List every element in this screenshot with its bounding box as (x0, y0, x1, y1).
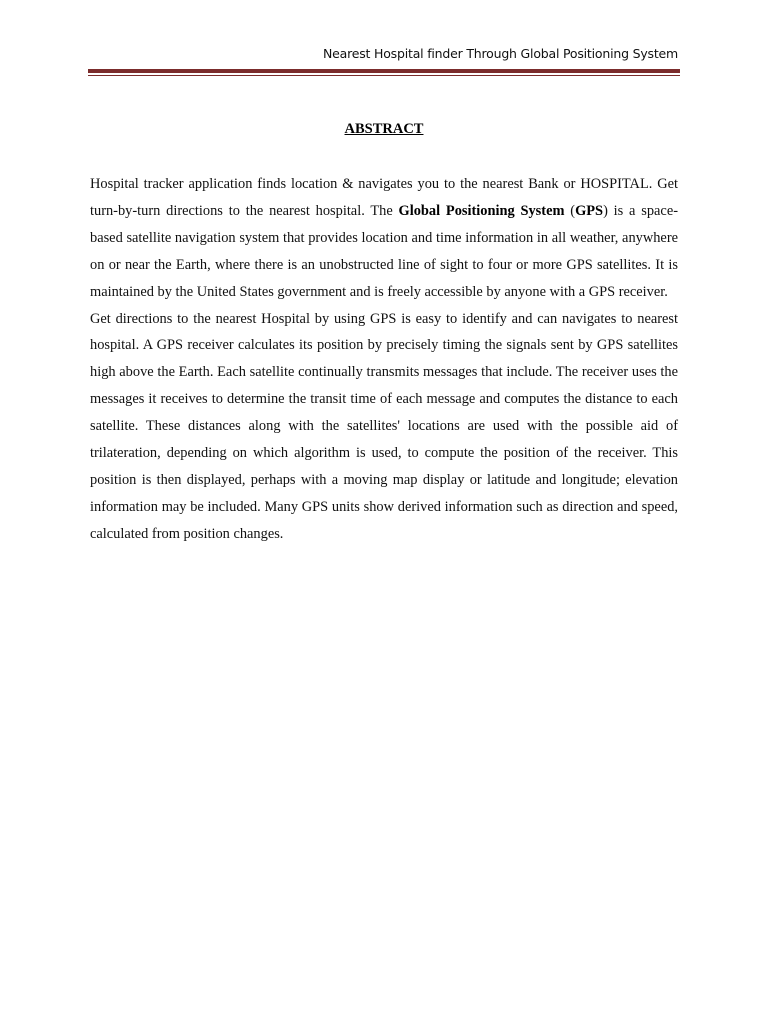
header-rule-thin (88, 75, 680, 76)
paragraph-intro-after: ) is a space-based satellite navigation system that provides location and time information in all weather, anywhere on or near the Earth, where there is an unobstructed line of sight to four or more GPS satellites. It is maintained by the United States government and is freely accessible by anyone with a GPS receiver. (90, 202, 679, 300)
section-heading: ABSTRACT (344, 121, 424, 137)
paragraph-intro-between: ( (564, 202, 576, 219)
term-gps: GPS (575, 202, 604, 219)
paragraph-details: Get directions to the nearest Hospital by using GPS is easy to identify and can navigates to nearest hospital. A GPS receiver calculates its position by precisely timing the signals sent by GPS satellites high above the Earth. Each satellite continually transmits messages that include. The receiver uses the messages it receives to determine the transit time of each message and computes the distance to each satellite. These distances along with the satellites' locations are used with the possible aid of trilateration, depending on which algorithm is used, to compute the position of the receiver. This position is then displayed, perhaps with a moving map display or latitude and longitude; elevation information may be included. Many GPS units show derived information such as direction and speed, calculated from position changes. (90, 310, 678, 542)
paragraph-intro (90, 171, 678, 306)
term-global-positioning-system: Global Positioning System (398, 202, 565, 219)
header-rule-thick (88, 69, 680, 73)
running-header-title: Nearest Hospital finder Through Global Positioning System (322, 46, 678, 61)
paragraph-intro-before: Hospital tracker application finds location & navigates you to the nearest Bank or HOSPITAL. Get turn-by-turn directions to the nearest hospital. The (90, 176, 678, 219)
abstract-body (90, 171, 678, 548)
